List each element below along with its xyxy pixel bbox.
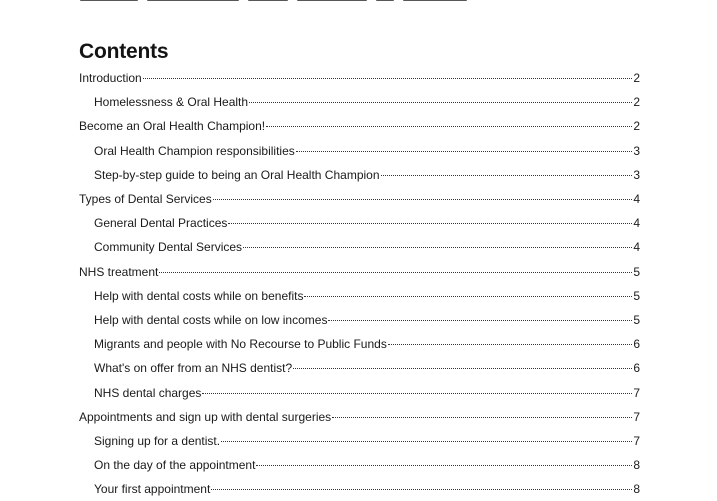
toc-entry[interactable] <box>79 69 640 87</box>
toc-page-number: 2 <box>633 119 640 133</box>
toc-entry-title: Signing up for a dentist. <box>94 434 221 448</box>
toc-entry-title: On the day of the appointment <box>94 458 256 472</box>
toc-page-number: 7 <box>633 410 640 424</box>
toc-page-number: 8 <box>633 482 640 496</box>
toc-entry-title: Oral Health Champion responsibilities <box>94 144 295 158</box>
toc-entry-title: General Dental Practices <box>94 216 228 230</box>
dot-leader <box>243 247 632 248</box>
toc-page-number: 8 <box>633 458 640 472</box>
toc-entry-title: What's on offer from an NHS dentist? <box>94 361 293 375</box>
dot-leader <box>202 393 632 394</box>
dot-leader <box>266 126 632 127</box>
toc-entry-title: Your first appointment <box>94 482 211 496</box>
toc-page-number: 4 <box>633 192 640 206</box>
toc-entry[interactable] <box>79 190 640 208</box>
toc-entry[interactable] <box>79 263 640 281</box>
toc-entry[interactable] <box>94 166 640 184</box>
toc-entry-title: Step-by-step guide to being an Oral Health Champion <box>94 168 380 182</box>
toc-page-number: 3 <box>633 144 640 158</box>
toc-entry[interactable] <box>94 359 640 377</box>
dot-leader <box>221 441 632 442</box>
contents-heading: Contents <box>79 40 169 63</box>
toc-entry-title: Appointments and sign up with dental surgeries <box>79 410 332 424</box>
toc-entry-title: NHS dental charges <box>94 386 202 400</box>
dot-leader <box>304 296 632 297</box>
dot-leader <box>143 78 633 79</box>
toc-entry[interactable] <box>94 142 640 160</box>
toc-entry[interactable] <box>94 238 640 256</box>
toc-entry-title: Types of Dental Services <box>79 192 212 206</box>
toc-entry[interactable] <box>94 214 640 232</box>
toc-page-number: 6 <box>633 361 640 375</box>
toc-entry[interactable] <box>94 311 640 329</box>
toc-page-number: 3 <box>633 168 640 182</box>
toc-page-number: 2 <box>633 71 640 85</box>
toc-entry-title: Introduction <box>79 71 142 85</box>
dot-leader <box>388 344 632 345</box>
toc-entry[interactable] <box>94 480 640 498</box>
toc-page-number: 7 <box>633 386 640 400</box>
toc-page-number: 5 <box>633 289 640 303</box>
toc-entry[interactable] <box>94 335 640 353</box>
toc-page-number: 2 <box>633 95 640 109</box>
toc-entry-title: Help with dental costs while on low incomes <box>94 313 328 327</box>
cropped-heading-fragment <box>80 0 560 5</box>
dot-leader <box>293 368 632 369</box>
toc-entry[interactable] <box>94 432 640 450</box>
toc-entry-title: Help with dental costs while on benefits <box>94 289 304 303</box>
dot-leader <box>249 102 632 103</box>
dot-leader <box>159 272 632 273</box>
dot-leader <box>296 151 633 152</box>
toc-page-number: 7 <box>633 434 640 448</box>
toc-entry[interactable] <box>94 93 640 111</box>
dot-leader <box>256 465 632 466</box>
toc-entry-title: Become an Oral Health Champion! <box>79 119 266 133</box>
toc-entry[interactable] <box>94 384 640 402</box>
toc-entry[interactable] <box>79 117 640 135</box>
toc-entry[interactable] <box>79 408 640 426</box>
toc-page-number: 4 <box>633 240 640 254</box>
toc-entry-title: NHS treatment <box>79 265 159 279</box>
toc-page-number: 4 <box>633 216 640 230</box>
toc-page-number: 5 <box>633 313 640 327</box>
toc-entry[interactable] <box>94 287 640 305</box>
dot-leader <box>211 489 632 490</box>
toc-entry[interactable] <box>94 456 640 474</box>
dot-leader <box>332 417 632 418</box>
dot-leader <box>213 199 633 200</box>
toc-page-number: 6 <box>633 337 640 351</box>
dot-leader <box>381 175 633 176</box>
toc-entry-title: Migrants and people with No Recourse to Public Funds <box>94 337 387 351</box>
toc-entry-title: Homelessness & Oral Health <box>94 95 249 109</box>
toc-page-number: 5 <box>633 265 640 279</box>
dot-leader <box>228 223 632 224</box>
toc-entry-title: Community Dental Services <box>94 240 243 254</box>
dot-leader <box>328 320 632 321</box>
